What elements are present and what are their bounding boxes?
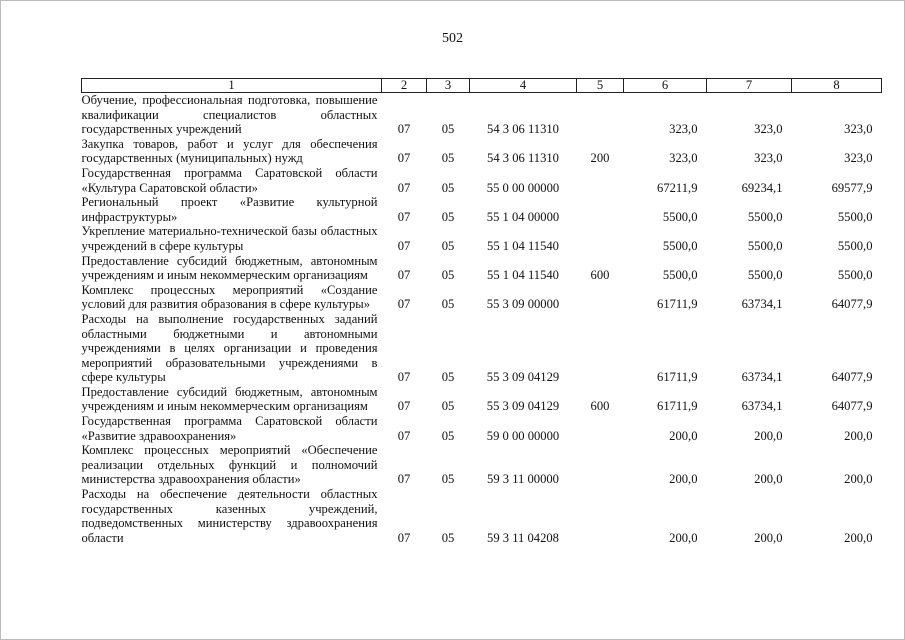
row-name: Расходы на обеспечение деятельности областных государственных казенных учреждений, подведомственных министерству здравоохранения области (81, 487, 378, 545)
subsection-code: 05 (441, 180, 455, 195)
subsection-code: 05 (441, 268, 455, 283)
subsection-code: 05 (441, 238, 455, 253)
target-article-code: 55 1 04 11540 (487, 238, 559, 253)
target-article-code: 59 3 11 00000 (487, 472, 559, 487)
column-header-1: 1 (82, 79, 382, 93)
expense-type-code (577, 312, 624, 385)
amount-year-3: 200,0 (844, 530, 873, 545)
section-code: 07 (397, 122, 411, 137)
subsection-code: 05 (441, 370, 455, 385)
row-name: Региональный проект «Развитие культурной инфраструктуры» (81, 195, 378, 224)
column-header-4: 4 (470, 79, 577, 93)
table-row (82, 93, 882, 137)
amount-year-3: 64077,9 (831, 370, 873, 385)
table-row (82, 283, 882, 312)
table-row (82, 443, 882, 487)
table-row (82, 414, 882, 443)
subsection-code: 05 (441, 428, 455, 443)
subsection-code: 05 (441, 399, 455, 414)
amount-year-2: 5500,0 (747, 268, 783, 283)
amount-year-1: 323,0 (669, 122, 698, 137)
amount-year-2: 63734,1 (741, 370, 783, 385)
amount-year-1: 67211,9 (657, 180, 698, 195)
row-name: Укрепление материально-технической базы областных учреждений в сфере культуры (81, 224, 378, 253)
subsection-code: 05 (441, 472, 455, 487)
amount-year-1: 5500,0 (662, 238, 698, 253)
expense-type-code: 600 (590, 268, 610, 283)
page-number: 502 (442, 31, 463, 46)
section-code: 07 (397, 399, 411, 414)
row-name: Государственная программа Саратовской области «Культура Саратовской области» (81, 165, 378, 195)
row-name: Предоставление субсидий бюджетным, автономным учреждениям и иным некоммерческим организациям (81, 253, 378, 283)
amount-year-2: 63734,1 (741, 297, 783, 312)
amount-year-1: 61711,9 (657, 399, 698, 414)
amount-year-2: 323,0 (754, 122, 783, 137)
row-name: Обучение, профессиональная подготовка, повышение квалификации специалистов областных государственных учреждений (81, 93, 378, 137)
amount-year-3: 5500,0 (837, 238, 873, 253)
section-code: 07 (397, 530, 411, 545)
amount-year-1: 61711,9 (657, 370, 698, 385)
amount-year-1: 200,0 (669, 472, 698, 487)
column-header-6: 6 (624, 79, 707, 93)
budget-table (81, 78, 882, 545)
amount-year-1: 5500,0 (662, 268, 698, 283)
amount-year-1: 200,0 (669, 428, 698, 443)
column-header-2: 2 (382, 79, 427, 93)
expense-type-code (577, 195, 624, 224)
table-row (82, 312, 882, 385)
table-row (82, 385, 882, 414)
column-header-7: 7 (707, 79, 792, 93)
amount-year-2: 5500,0 (747, 238, 783, 253)
amount-year-2: 5500,0 (747, 209, 783, 224)
amount-year-2: 200,0 (754, 428, 783, 443)
amount-year-3: 323,0 (844, 122, 873, 137)
expense-type-code (577, 93, 624, 137)
section-code: 07 (397, 472, 411, 487)
target-article-code: 55 3 09 00000 (486, 297, 560, 312)
subsection-code: 05 (441, 151, 455, 166)
expense-type-code: 600 (590, 399, 610, 414)
section-code: 07 (397, 428, 411, 443)
section-code: 07 (397, 238, 411, 253)
row-name: Закупка товаров, работ и услуг для обеспечения государственных (муниципальных) нужд (81, 136, 378, 166)
amount-year-3: 200,0 (844, 472, 873, 487)
table-row (82, 195, 882, 224)
expense-type-code (577, 414, 624, 443)
expense-type-code (577, 224, 624, 253)
table-row (82, 254, 882, 283)
section-code: 07 (397, 268, 411, 283)
column-header-8: 8 (792, 79, 882, 93)
target-article-code: 55 3 09 04129 (486, 370, 560, 385)
row-name: Расходы на выполнение государственных заданий областными бюджетными и автономными учреждениями в целях организации и проведения мероприятий образовательными учреждениями в сфере культуры (81, 311, 378, 385)
table-row (82, 137, 882, 166)
amount-year-3: 64077,9 (831, 297, 873, 312)
expense-type-code (577, 283, 624, 312)
section-code: 07 (397, 180, 411, 195)
target-article-code: 55 1 04 11540 (487, 268, 559, 283)
amount-year-3: 323,0 (844, 151, 873, 166)
amount-year-2: 69234,1 (741, 180, 783, 195)
target-article-code: 55 1 04 00000 (486, 209, 560, 224)
target-article-code: 54 3 06 11310 (487, 151, 559, 166)
amount-year-1: 323,0 (669, 151, 698, 166)
amount-year-3: 200,0 (844, 428, 873, 443)
expense-type-code (577, 166, 624, 195)
amount-year-3: 69577,9 (831, 180, 873, 195)
target-article-code: 55 3 09 04129 (486, 399, 560, 414)
subsection-code: 05 (441, 209, 455, 224)
row-name: Комплекс процессных мероприятий «Создание условий для развития образования в сфере культуры» (81, 282, 378, 312)
expense-type-code (577, 487, 624, 545)
subsection-code: 05 (441, 122, 455, 137)
expense-type-code (577, 443, 624, 487)
column-header-3: 3 (427, 79, 470, 93)
subsection-code: 05 (441, 530, 455, 545)
amount-year-1: 61711,9 (657, 297, 698, 312)
amount-year-2: 200,0 (754, 530, 783, 545)
table-row (82, 487, 882, 545)
section-code: 07 (397, 151, 411, 166)
amount-year-1: 5500,0 (662, 209, 698, 224)
header-row (82, 79, 882, 93)
row-name: Государственная программа Саратовской области «Развитие здравоохранения» (81, 414, 378, 443)
amount-year-2: 63734,1 (741, 399, 783, 414)
amount-year-3: 64077,9 (831, 399, 873, 414)
amount-year-3: 5500,0 (837, 268, 873, 283)
row-name: Предоставление субсидий бюджетным, автономным учреждениям и иным некоммерческим организациям (81, 384, 378, 414)
target-article-code: 59 0 00 00000 (486, 428, 560, 443)
table-row (82, 224, 882, 253)
row-name: Комплекс процессных мероприятий «Обеспечение реализации отдельных функций и полномочий министерства здравоохранения области» (81, 443, 378, 487)
table-row (82, 166, 882, 195)
section-code: 07 (397, 297, 411, 312)
section-code: 07 (397, 209, 411, 224)
amount-year-2: 200,0 (754, 472, 783, 487)
amount-year-1: 200,0 (669, 530, 698, 545)
section-code: 07 (397, 370, 411, 385)
amount-year-2: 323,0 (754, 151, 783, 166)
target-article-code: 55 0 00 00000 (486, 180, 560, 195)
column-header-5: 5 (577, 79, 624, 93)
target-article-code: 59 3 11 04208 (487, 530, 559, 545)
subsection-code: 05 (441, 297, 455, 312)
target-article-code: 54 3 06 11310 (487, 122, 559, 137)
amount-year-3: 5500,0 (837, 209, 873, 224)
expense-type-code: 200 (590, 151, 610, 166)
